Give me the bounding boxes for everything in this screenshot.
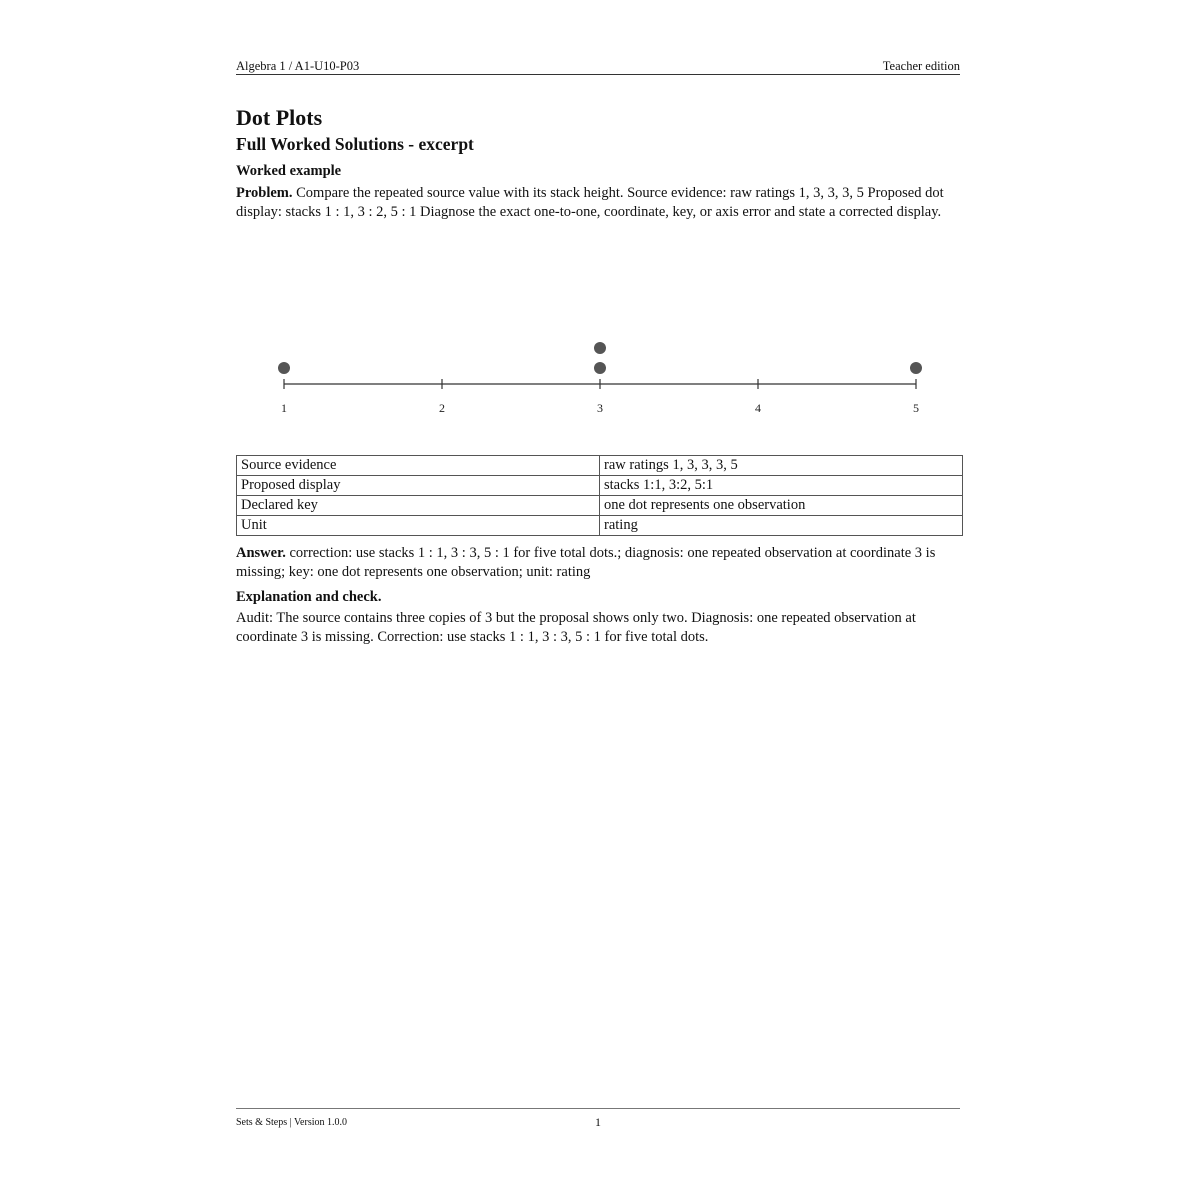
problem-lead: Problem. [236,185,293,201]
dot-plot-svg [236,300,964,430]
course-breadcrumb: Algebra 1 / A1-U10-P03 [236,59,360,73]
answer-text: correction: use stacks 1 : 1, 3 : 3, 5 : 1 for five total dots.; diagnosis: one repeated observation at coordinate 3 is missing; key: one dot represents one observation; unit: rating [236,545,936,580]
row-value: stacks 1:1, 3:2, 5:1 [600,476,963,496]
plot-dots [278,342,922,374]
row-value: rating [600,516,963,536]
edition-label: Teacher edition [882,59,960,73]
page-subtitle: Full Worked Solutions - excerpt [236,134,474,154]
running-header [236,58,960,75]
row-value: one dot represents one observation [600,496,963,516]
table-row [237,456,963,476]
row-label: Declared key [237,496,600,516]
row-label: Source evidence [237,456,600,476]
row-value: raw ratings 1, 3, 3, 3, 5 [600,456,963,476]
page-number: 1 [595,1115,601,1129]
explanation-heading: Explanation and check. [236,589,382,605]
problem-text: Compare the repeated source value with its stack height. Source evidence: raw ratings 1, 3, 3, 3, 5 Proposed dot display: stacks 1 : 1, 3 : 2, 5 : 1 Diagnose the exact one-to-one, coordinate, key, or axis error and state a corrected display. [236,185,944,220]
tick-label: 4 [755,401,761,415]
table-row [237,496,963,516]
tick-label: 2 [439,401,445,415]
data-dot [910,362,922,374]
row-label: Unit [237,516,600,536]
data-dot [278,362,290,374]
problem-paragraph [236,184,966,221]
table-row [237,516,963,536]
table-row [237,476,963,496]
dot-plot [236,300,964,430]
audit-paragraph: Audit: The source contains three copies of 3 but the proposal shows only two. Diagnosis: one repeated observation at coordinate 3 is missing. Correction: use stacks 1 : 1, 3 : 3, 5 : 1 for five total dots. [236,610,916,645]
data-dot [594,342,606,354]
answer-paragraph [236,544,966,581]
answer-lead: Answer. [236,545,286,561]
tick-label: 5 [913,401,919,415]
data-dot [594,362,606,374]
tick-label: 1 [281,401,287,415]
tick-label: 3 [597,401,603,415]
footer-version: Sets & Steps | Version 1.0.0 [236,1117,347,1128]
row-label: Proposed display [237,476,600,496]
page-title: Dot Plots [236,105,323,130]
worked-example-heading: Worked example [236,163,342,179]
evidence-table [236,455,963,536]
running-footer [236,1108,960,1131]
